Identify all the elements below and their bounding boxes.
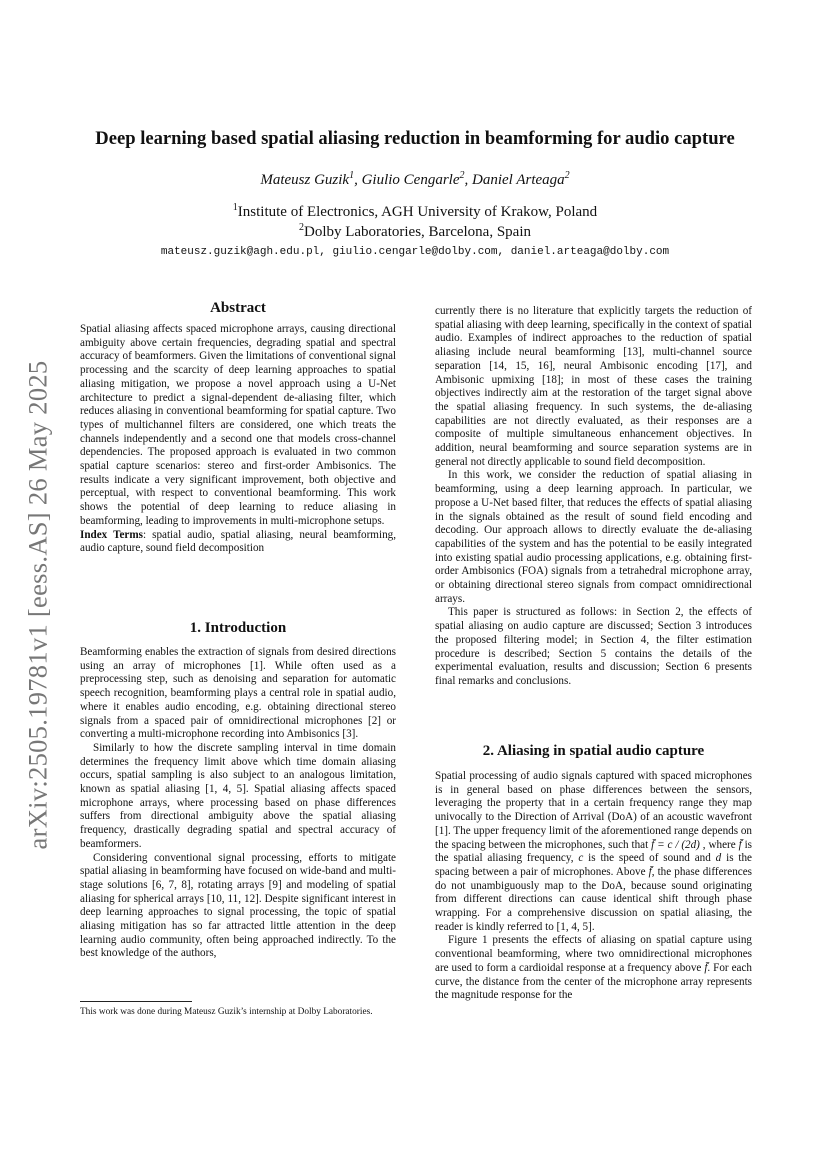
author-2-sup: 2 xyxy=(459,170,465,181)
aliasing-frequency-symbol: f̄ xyxy=(738,838,742,851)
index-terms xyxy=(80,529,396,556)
affiliation-1-sup: 1 xyxy=(232,202,238,213)
intro-paragraph-2: Similarly to how the discrete sampling interval in time domain determines the frequency limit above which time domain aliasing occurs, spatial sampling is also subject to an analogous limitation, known as spatial aliasing [1, 4, 5]. Spatial aliasing affects spaced microphone arrays, where processing based on phase differences suffers from directional ambiguity above the spatial aliasing frequency, drastically degrading spatial and spectral accuracy of beamformers. xyxy=(80,741,396,850)
paper-title: Deep learning based spatial aliasing reduction in beamforming for audio capture xyxy=(95,128,735,149)
aliasing-text-c: is the spatial aliasing frequency, xyxy=(435,838,753,865)
affiliation-1-text: Institute of Electronics, AGH University of Krakow, Poland xyxy=(237,204,598,220)
intro-paragraph-6: This paper is structured as follows: in Section 2, the effects of spatial aliasing on audio capture are discussed; Section 3 introduces the proposed filtering model; in Section 4, the filter estimation procedure is described; Section 5 contains the details of the experimental evaluation, results and discussion; Section 6 presents final remarks and conclusions. xyxy=(435,606,752,687)
author-3: , Daniel Arteaga xyxy=(464,172,565,188)
aliasing-frequency-equation: f̄ = c / (2d) xyxy=(651,838,700,851)
arxiv-stamp xyxy=(8,340,68,870)
author-emails: mateusz.guzik@agh.edu.pl, giulio.cengarle@dolby.com, daniel.arteaga@dolby.com xyxy=(160,246,670,258)
footnote: This work was done during Mateusz Guzik’s internship at Dolby Laboratories. xyxy=(80,1007,373,1017)
figure-text-a: Figure 1 presents the effects of aliasing on spatial capture using conventional beamforming, where two omnidirectional microphones are used to form a cardioidal response at a frequency above xyxy=(435,934,752,974)
affiliation-1 xyxy=(70,202,760,221)
affiliation-2-sup: 2 xyxy=(298,222,304,233)
abstract-text: Spatial aliasing affects spaced microphone arrays, causing directional ambiguity above certain frequencies, degrading spatial and spectral accuracy of beamformers. Given the limitations of conventional signal processing and the scarcity of deep learning approaches to spatial aliasing mitigation, we propose a novel approach using a U-Net architecture to predict a signal-dependent de-aliasing filter, which reduces aliasing in conventional beamforming for spatial capture. Two types of multichannel filters are considered, one which treats the channels independently and a second one that models cross-channel dependencies. The proposed approach is evaluated in two common spatial capture scenarios: stereo and first-order Ambisonics. The results indicate a very significant improvement, both objective and perceptual, with respect to conventional beamforming. This work shows the potential of deep learning to reduce aliasing in beamforming, leading to improvements in multi-microphone setups. xyxy=(80,323,396,527)
aliasing-frequency-symbol-2: f̄ xyxy=(648,865,652,878)
author-2: , Giulio Cengarle xyxy=(354,172,460,188)
aliasing-paragraph-1 xyxy=(435,770,752,934)
aliasing-paragraph-2 xyxy=(435,934,752,1003)
abstract-heading: Abstract xyxy=(210,300,266,316)
aliasing-text-g: , the phase differences do not unambiguously map to the DoA, because sound originating from different directions can cause identical shift through phase wrapping. For a comprehensive discussion on spatial aliasing, the reader is kindly referred to [1, 4, 5]. xyxy=(435,865,752,933)
footnote-rule xyxy=(80,1001,192,1002)
intro-paragraph-3: Considering conventional signal processing, efforts to mitigate spatial aliasing in beamforming have focused on wide-band and multi-stage solutions [6, 7, 8], rotating arrays [9] and modeling of spatial aliasing for spherical arrays [10, 11, 12]. Despite significant interest in deep learning approaches to signal processing, the topic of spatial aliasing mitigation has so far attracted little attention in the deep learning audio community, often being approached indirectly. To the best knowledge of the authors, xyxy=(80,851,396,960)
aliasing-text-b: , where xyxy=(699,838,739,851)
aliasing-text-a: Spatial processing of audio signals captured with spaced microphones is in general based on phase differences between the sensors, leveraging the property that in a certain frequency range they map univocally to the Direction of Arrival (DoA) of an acoustic wavefront [1]. The upper frequency limit of the aforementioned range depends on the spacing between the microphones, such that xyxy=(435,770,752,851)
affiliation-2 xyxy=(70,222,760,241)
author-1-sup: 1 xyxy=(349,170,355,181)
aliasing-text-e: is the spacing between a pair of microphones. Above xyxy=(435,852,752,878)
section-2-heading: 2. Aliasing in spatial audio capture xyxy=(482,743,705,759)
index-terms-text: : spatial audio, spatial aliasing, neural beamforming, audio capture, sound field decomposition xyxy=(80,528,396,555)
right-column-intro xyxy=(435,305,752,689)
section-1-body xyxy=(80,646,396,961)
affiliation-2-text: Dolby Laboratories, Barcelona, Spain xyxy=(303,224,531,240)
intro-paragraph-5: In this work, we consider the reduction of spatial aliasing in beamforming, using a deep learning approach. In particular, we propose a U-Net based filter, that reduces the effects of spatial aliasing in the signals obtained as the result of sound field encoding and decoding. Our approach allows to directly evaluate the de-aliasing capabilities of the system and has the potential to be easily integrated into existing spatial audio processing applications, e.g. obtaining first-order Ambisonics (FOA) signals from a tetrahedral microphone array, or obtaining directional stereo signals from compact omnidirectional arrays. xyxy=(435,469,752,605)
index-terms-label: Index Terms xyxy=(80,528,143,541)
author-list xyxy=(70,170,760,189)
section-2-body xyxy=(435,770,752,1003)
figure-text-b: . For each curve, the distance from the center of the microphone array represents the magnitude response for the xyxy=(435,961,752,1002)
intro-paragraph-4: currently there is no literature that explicitly targets the reduction of spatial aliasing with deep learning, specifically in the context of spatial audio. Examples of indirect approaches to the reduction of spatial aliasing include neural beamforming [13], multi-channel source separation [14, 15, 16], neural Ambisonic encoding [17], and Ambisonic upmixing [18]; in most of these cases the training objectives indirectly aim at the restoration of the target signal above the spatial aliasing frequency. In such systems, the de-aliasing capabilities are not directly evaluated, as their responses are a composite of multiple simultaneous enhancement objectives. In addition, neural beamforming and source separation systems are in general not directly applicable to sound field decomposition. xyxy=(435,305,752,468)
aliasing-frequency-symbol-3: f̄ xyxy=(704,961,708,974)
speed-of-sound-symbol: c xyxy=(578,852,584,865)
section-1-heading: 1. Introduction xyxy=(189,620,287,636)
arxiv-stamp-text: arXiv:2505.19781v1 [eess.AS] 26 May 2025 xyxy=(22,360,53,850)
author-3-sup: 2 xyxy=(564,170,570,181)
author-1: Mateusz Guzik xyxy=(260,172,350,188)
aliasing-text-d: is the speed of sound and xyxy=(583,852,716,865)
intro-paragraph-1: Beamforming enables the extraction of signals from desired directions using an array of microphones [1]. While often used as a preprocessing step, such as denoising and separation for automatic speech recognition, beamforming plays a central role in spatial audio, where it enables audio encoding, e.g. obtaining directional stereo signals from a spaced pair of omnidirectional microphones [2] or converting a multi-microphone recording into Ambisonics [3]. xyxy=(80,646,396,741)
abstract-body xyxy=(80,323,396,556)
spacing-symbol: d xyxy=(715,852,722,865)
